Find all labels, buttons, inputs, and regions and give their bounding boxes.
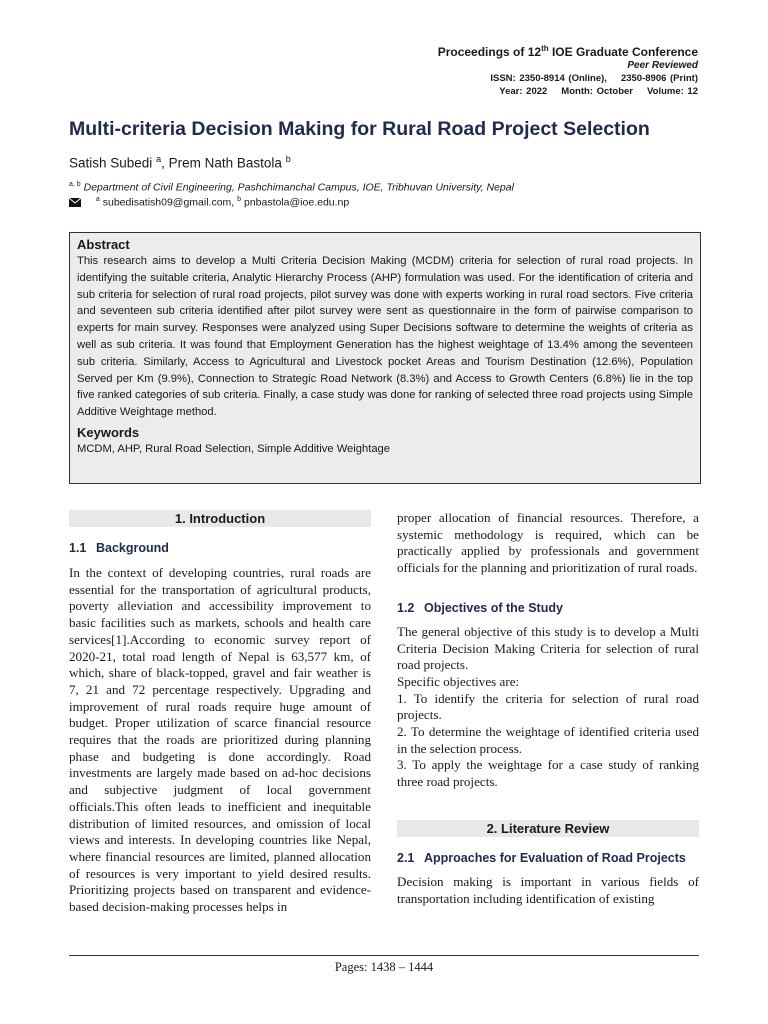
objective-item: 1. To identify the criteria for selection of rural road projects. [397, 690, 699, 723]
conference-name: Proceedings of 12th IOE Graduate Conference [437, 44, 698, 59]
right-column [397, 510, 699, 907]
subsection-heading-approaches: 2.1 Approaches for Evaluation of Road Projects [397, 850, 686, 865]
email-line: $^a$ subedisatish09@gmail.com, $^b$ pnbastola@ioe.edu.np [69, 196, 349, 209]
objectives-general: The general objective of this study is to develop a Multi Criteria Decision Making Criteria for selection of rural road projects. [397, 623, 699, 673]
paper-title: Multi-criteria Decision Making for Rural Road Project Selection [69, 118, 650, 140]
footer-divider [69, 955, 699, 956]
subsection-heading-objectives: 1.2 Objectives of the Study [397, 600, 563, 615]
affiliation: $^{a, b}$ Department of Civil Engineering, Pashchimanchal Campus, IOE, Tribhuvan University, Nepal [69, 181, 514, 194]
page-range: Pages: 1438 – 1444 [334, 960, 434, 974]
issn-line: ISSN: 2350-8914 (Online), 2350-8906 (Print) [490, 73, 698, 84]
abstract-text: This research aims to develop a Multi Criteria Decision Making (MCDM) criteria for selection of rural road projects. In identifying the suitable criteria, Analytic Hierarchy Process (AHP) formulation was used. For the identification of criteria and sub criteria for selection of rural road projects, pilot survey was done with experts working in rural road sectors. Five criteria and seventeen sub criteria identified after pilot survey were sent as questionnaire in the form of pairwise comparison to experts for main survey. Responses were analyzed using Super Decisions software to determine the weights of criteria as well as sub criteria. It was found that Employment Generation has the highest weightage of 13.4% among the seventeen sub criteria. Similarly, Access to Agricultural and Livestock pocket Areas and Tourism Destination (12.6%), Population Served per Km (9.9%), Connection to Strategic Road Network (8.3%) and Access to Growth Centers (6.8%) lie in the top five ranked categories of sub criteria. Finally, a case study was done for ranking of selected three road projects using Simple Additive Weightage method. [77, 255, 693, 419]
background-continued-paragraph: proper allocation of financial resources. Therefore, a systemic methodology is required, which can be practically applied by professionals and government officials for the planning and prioritization of rural roads. [397, 510, 699, 576]
author-name: Satish Subedi [69, 155, 153, 171]
abstract-heading: Abstract [77, 237, 130, 252]
approaches-paragraph: Decision making is important in various fields of transportation including identification of existing [397, 873, 699, 906]
email-address[interactable]: pnbastola@ioe.edu.np [243, 196, 350, 209]
author-name: Prem Nath Bastola [168, 155, 282, 171]
subsection-heading-background: 1.1 Background [69, 541, 169, 555]
section-heading-literature-review: 2. Literature Review [397, 820, 699, 837]
journal-header [438, 42, 698, 98]
peer-reviewed-label: Peer Reviewed [627, 60, 698, 71]
background-paragraph: In the context of developing countries, rural roads are essential for the transportation of agricultural products, poverty alleviation and accessibility improvement to basic facilities such as markets, schools and health care services[1].According to economic survey report of 2020-21, total road length of Nepal is 63,577 km, of which, share of black-topped, gravel and fair weather is 7, 21 and 72 percentage respectively. Upgrading and improvement of rural roads require huge amount of budget. Proper utilization of scarce financial resource requires that the roads are prioritized during planning phase and budgeting is done accordingly. Road investments are largely made based on ad-hoc decisions and subjective judgment of local government officials.This often leads to inefficient and inequitable distribution of limited resources, and omission of local views and interests. In developing countries like Nepal, where financial resources are limited, planned allocation of resources is very important to yield desired results. Prioritizing projects based on transparent and evidence-based decision-making processes helps in [69, 565, 371, 915]
email-address[interactable]: subedisatish09@gmail.com, [102, 196, 235, 209]
issue-line: Year: 2022 Month: October Volume: 12 [499, 86, 698, 97]
left-column [69, 510, 371, 916]
author-list: Satish Subedi $^a$, Prem Nath Bastola $^b$ [69, 154, 291, 171]
section-heading-introduction: 1. Introduction [69, 510, 371, 527]
keywords-text: MCDM, AHP, Rural Road Selection, Simple Additive Weightage [77, 442, 390, 455]
envelope-icon [69, 198, 81, 207]
keywords-heading: Keywords [77, 424, 140, 440]
objective-item: 3. To apply the weightage for a case study of ranking three road projects. [397, 757, 699, 790]
objectives-specific-intro: Specific objectives are: [397, 673, 520, 689]
objective-item: 2. To determine the weightage of identified criteria used in the selection process. [397, 724, 699, 756]
abstract-box [69, 232, 701, 484]
